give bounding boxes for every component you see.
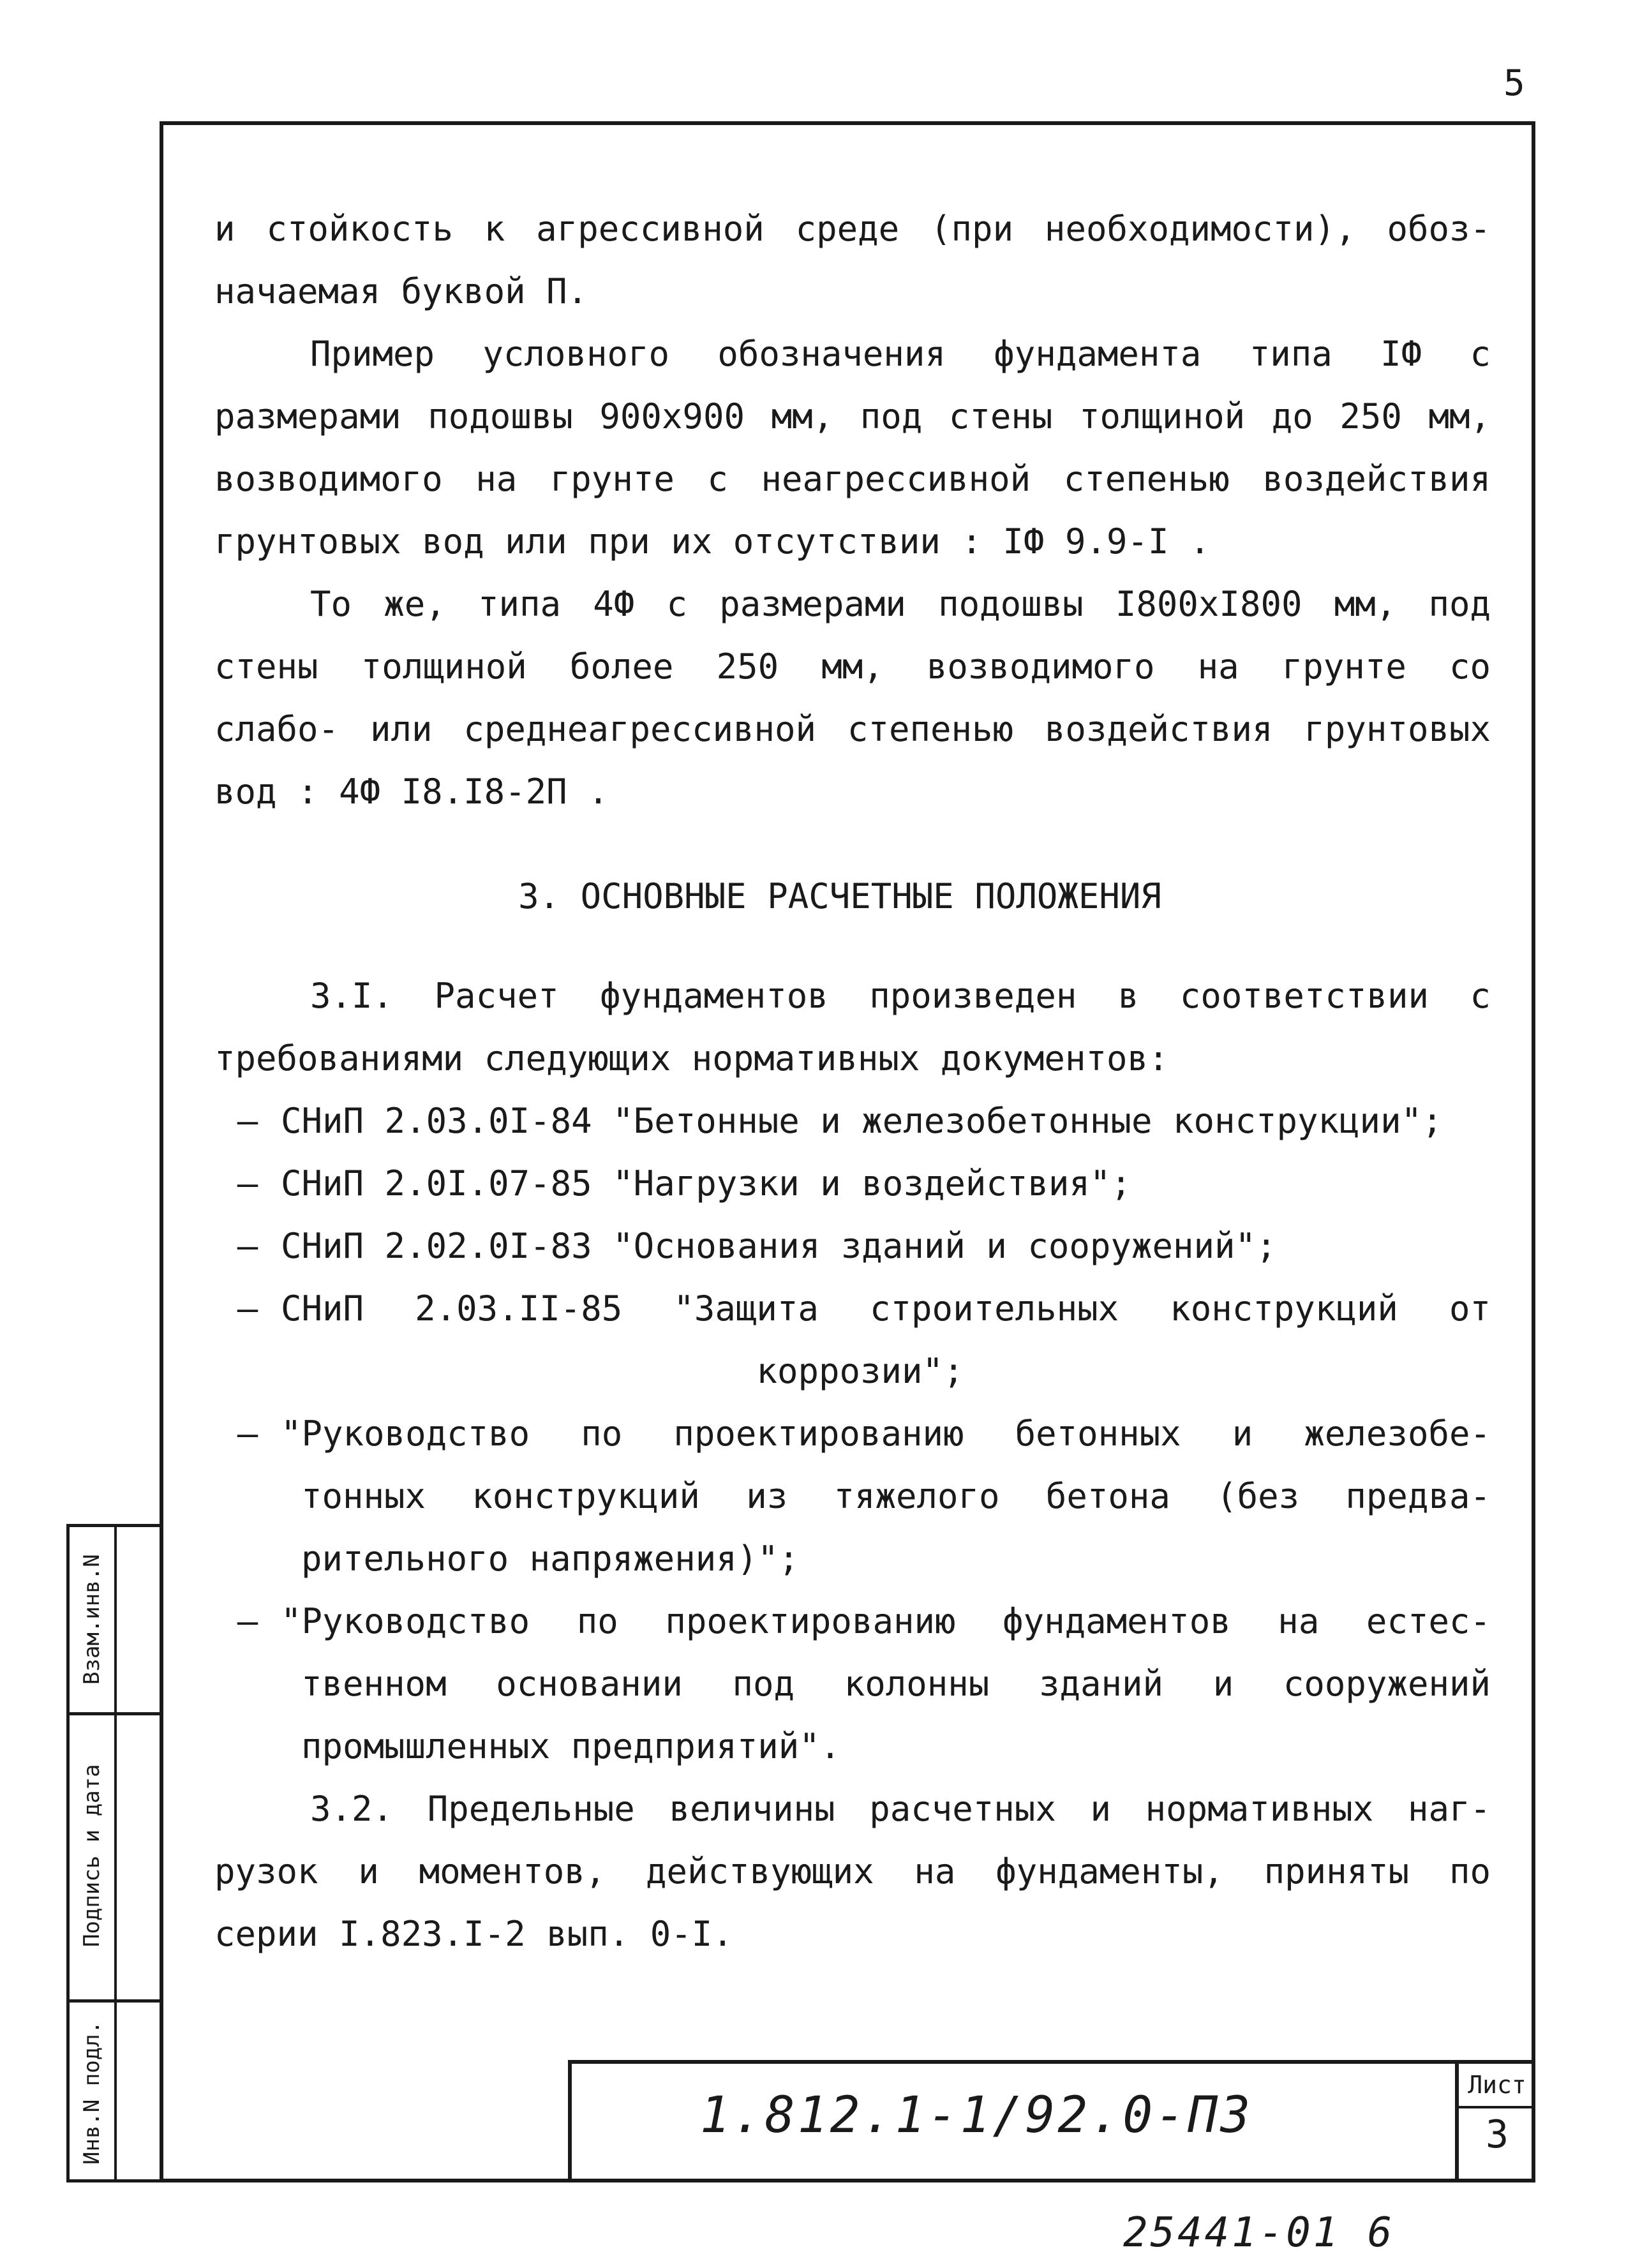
text-line: размерами подошвы 900х900 мм, под стены толщиной до 250 мм, xyxy=(214,396,1491,436)
sheet-number: 3 xyxy=(1485,2112,1509,2157)
list-text xyxy=(281,1278,1491,1403)
list-line: СНиП 2.02.0I-83 "Основания зданий и сооружений"; xyxy=(281,1226,1277,1266)
list-text xyxy=(281,1153,1491,1215)
list-dash: – xyxy=(237,1101,258,1141)
side-stamp xyxy=(66,1524,160,2182)
text-line: возводимого на грунте с неагрессивной степенью воздействия xyxy=(214,459,1491,499)
list-line: СНиП 2.03.II-85 "Защита строительных конструкций от xyxy=(281,1288,1491,1329)
list-item xyxy=(214,1590,1491,1778)
list-dash: – xyxy=(237,1601,258,1641)
text-line: грунтовых вод или при их отсутствии : IФ 9.9-I . xyxy=(214,521,1211,562)
text-line: стены толщиной более 250 мм, возводимого на грунте со xyxy=(214,646,1491,687)
list-line: коррозии"; xyxy=(756,1351,964,1391)
text-line: серии I.823.I-2 вып. 0-I. xyxy=(214,1914,733,1954)
text-line: требованиями следующих нормативных документов: xyxy=(214,1038,1169,1078)
text-line: и стойкость к агрессивной среде (при необходимости), обоз- xyxy=(214,209,1491,249)
text-line: 3.2. Предельные величины расчетных и нормативных наг- xyxy=(310,1789,1491,1829)
side-stamp-label-replaced-inv: Взам.инв.N xyxy=(79,1554,105,1685)
section-heading: 3. ОСНОВНЫЕ РАСЧЕТНЫЕ ПОЛОЖЕНИЯ xyxy=(518,876,1161,916)
text-line: начаемая буквой П. xyxy=(214,271,588,311)
sheet-cell xyxy=(1455,2060,1535,2182)
document-code: 1.812.1-1/92.0-ПЗ xyxy=(699,2087,1253,2144)
list-text xyxy=(281,1590,1491,1778)
text-line: вод : 4Ф I8.I8-2П . xyxy=(214,772,609,812)
list-line: промышленных предприятий". xyxy=(301,1726,841,1766)
list-dash: – xyxy=(237,1226,258,1266)
list-item xyxy=(214,1215,1491,1278)
sheet-label: Лист xyxy=(1459,2068,1535,2108)
list-line: тонных конструкций из тяжелого бетона (без предва- xyxy=(301,1476,1491,1516)
text-line: То же, типа 4Ф с размерами подошвы I800хI800 мм, под xyxy=(310,584,1491,624)
text-line: Пример условного обозначения фундамента типа IФ с xyxy=(310,334,1491,374)
list-line: "Руководство по проектированию фундаментов на естес- xyxy=(281,1601,1491,1641)
list-line: "Руководство по проектированию бетонных и железобе- xyxy=(281,1414,1491,1454)
text-line: 3.I. Расчет фундаментов произведен в соответствии с xyxy=(310,976,1491,1016)
text-line: рузок и моментов, действующих на фундаменты, приняты по xyxy=(214,1851,1491,1891)
list-text xyxy=(281,1090,1491,1153)
list-dash: – xyxy=(237,1414,258,1454)
list-line: твенном основании под колонны зданий и сооружений xyxy=(301,1664,1491,1704)
list-dash: – xyxy=(237,1163,258,1204)
text-line: слабо- или среднеагрессивной степенью воздействия грунтовых xyxy=(214,709,1491,749)
list-dash: – xyxy=(237,1288,258,1329)
list-text xyxy=(281,1403,1491,1590)
list-item xyxy=(214,1090,1491,1153)
list-line: рительного напряжения)"; xyxy=(301,1539,800,1579)
list-line: СНиП 2.03.0I-84 "Бетонные и железобетонные конструкции"; xyxy=(281,1101,1443,1141)
list-item xyxy=(214,1153,1491,1215)
side-stamp-label-signature-date: Подпись и дата xyxy=(79,1764,105,1948)
page-number: 5 xyxy=(1503,63,1525,104)
side-stamp-label-inv-original: Инв.N подл. xyxy=(79,2020,105,2165)
list-item xyxy=(214,1278,1491,1403)
list-text xyxy=(281,1215,1491,1278)
list-item xyxy=(214,1403,1491,1590)
bottom-reference: 25441-01 6 xyxy=(1123,2209,1395,2257)
list-line: СНиП 2.0I.07-85 "Нагрузки и воздействия"; xyxy=(281,1163,1131,1204)
document-body xyxy=(214,198,1491,1966)
